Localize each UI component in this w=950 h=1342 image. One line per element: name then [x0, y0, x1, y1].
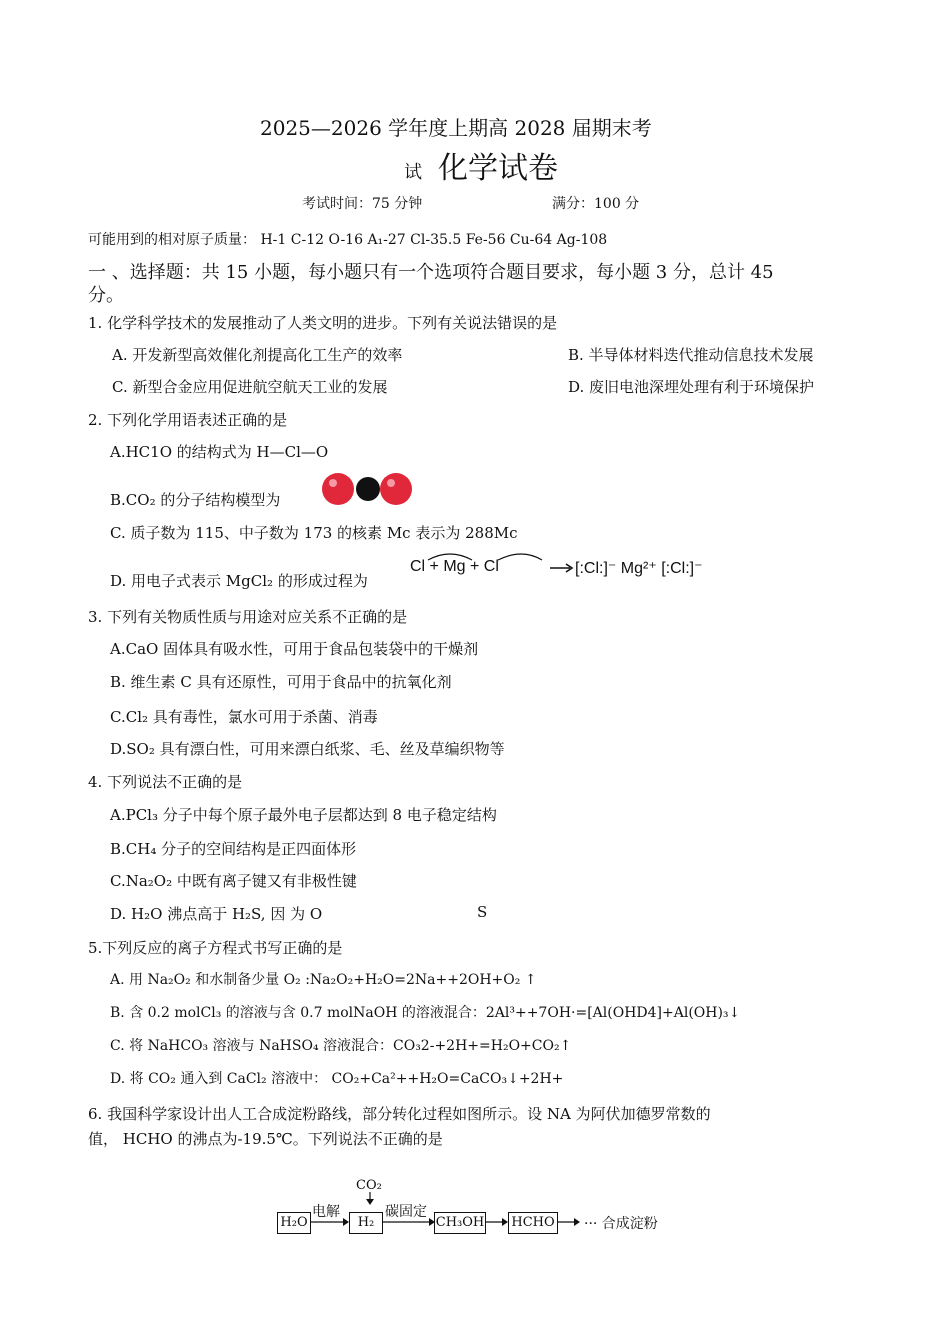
- q2-option-d: D. 用电子式表示 MgCl₂ 的形成过程为: [110, 572, 368, 590]
- q6-stem-cont: 值， HCHO 的沸点为-19.5℃。下列说法不正确的是: [88, 1130, 443, 1148]
- q1-option-c: C. 新型合金应用促进航空航天工业的发展: [112, 378, 388, 396]
- flow-box-water: H₂O: [277, 1212, 311, 1234]
- q6-stem: 6. 我国科学家设计出人工合成淀粉路线，部分转化过程如图所示。设 NA 为阿伏加德罗常数的: [88, 1105, 711, 1123]
- q5-stem: 5.下列反应的离子方程式书写正确的是: [88, 939, 343, 957]
- flow-arrow-1-icon: [309, 1216, 351, 1228]
- q4-option-a: A.PCl₃ 分子中每个原子最外电子层都达到 8 电子稳定结构: [110, 806, 497, 824]
- exam-time: 考试时间：75 分钟: [302, 196, 423, 212]
- q4-option-d: D. H₂O 沸点高于 H₂S, 因 为 O: [110, 905, 323, 923]
- q1-option-a: A. 开发新型高效催化剂提高化工生产的效率: [112, 346, 403, 364]
- full-score: 满分：100 分: [552, 196, 640, 212]
- flow-co2-input: CO₂: [356, 1178, 382, 1193]
- mgcl2-electron-formula-right: [:Cl:]⁻ Mg²⁺ [:Cl:]⁻: [575, 560, 703, 577]
- mgcl2-electron-formula-left: Cl + Mg + Cl: [410, 558, 499, 575]
- q2-stem: 2. 下列化学用语表述正确的是: [88, 411, 288, 429]
- flow-label-electrolysis: 电解: [312, 1204, 340, 1220]
- flow-tail-starch: ··· 合成淀粉: [584, 1216, 658, 1232]
- atomic-masses: 可能用到的相对原子质量： H-1 C-12 O-16 A₁-27 Cl-35.5 Fe-56 Cu-64 Ag-108: [88, 232, 608, 248]
- q4-option-d-tail: S: [477, 903, 488, 921]
- q5-option-b: B. 含 0.2 molCl₃ 的溶液与含 0.7 molNaOH 的溶液混合：2Al³++7OH·=[Al(OHD4]+Al(OH)₃↓: [110, 1005, 741, 1021]
- q4-option-c: C.Na₂O₂ 中既有离子键又有非极性键: [110, 872, 357, 890]
- q3-option-a: A.CaO 固体具有吸水性，可用于食品包装袋中的干燥剂: [110, 640, 479, 658]
- q2-option-b: B.CO₂ 的分子结构模型为: [110, 491, 281, 509]
- q3-option-d: D.SO₂ 具有漂白性，可用来漂白纸浆、毛、丝及草编织物等: [110, 740, 505, 758]
- q2-option-a: A.HC1O 的结构式为 H—Cl—O: [110, 443, 329, 461]
- q3-option-c: C.Cl₂ 具有毒性，氯水可用于杀菌、消毒: [110, 708, 378, 726]
- co2-ball-model-image: [316, 470, 416, 508]
- q3-option-b: B. 维生素 C 具有还原性，可用于食品中的抗氧化剂: [110, 673, 452, 691]
- q3-stem: 3. 下列有关物质性质与用途对应关系不正确的是: [88, 608, 408, 626]
- q5-option-c: C. 将 NaHCO₃ 溶液与 NaHSO₄ 溶液混合：CO₃2-+2H+=H₂O+CO₂↑: [110, 1038, 572, 1054]
- flow-box-formaldehyde: HCHO: [508, 1212, 558, 1234]
- q4-option-b: B.CH₄ 分子的空间结构是正四面体形: [110, 840, 357, 858]
- flow-box-hydrogen: H₂: [349, 1212, 383, 1234]
- exam-title-line1: 2025—2026 学年度上期高 2028 届期末考: [260, 116, 652, 140]
- oxygen-atom-left: [322, 473, 354, 505]
- q5-option-a: A. 用 Na₂O₂ 和水制备少量 O₂ :Na₂O₂+H₂O=2Na++2OH+O₂ ↑: [110, 972, 537, 988]
- flow-co2-arrow-icon: [364, 1192, 376, 1206]
- section-heading: 一 、选择题：共 15 小题，每小题只有一个选项符合题目要求，每小题 3 分，总计 45: [88, 262, 774, 283]
- q1-option-b: B. 半导体材料迭代推动信息技术发展: [568, 346, 814, 364]
- q1-stem: 1. 化学科学技术的发展推动了人类文明的进步。下列有关说法错误的是: [88, 314, 558, 332]
- q2-option-c: C. 质子数为 115、中子数为 173 的核素 Mc 表示为 288Mc: [110, 524, 518, 542]
- q1-option-d: D. 废旧电池深埋处理有利于环境保护: [568, 378, 815, 396]
- flow-box-methanol: CH₃OH: [434, 1212, 486, 1234]
- q4-stem: 4. 下列说法不正确的是: [88, 773, 243, 791]
- flow-arrow-3-icon: [484, 1216, 510, 1228]
- flow-arrow-4-icon: [556, 1216, 582, 1228]
- exam-subject-title: 化学试卷: [438, 151, 558, 186]
- q5-option-d: D. 将 CO₂ 通入到 CaCl₂ 溶液中： CO₂+Ca²++H₂O=CaCO₃↓+2H+: [110, 1071, 564, 1087]
- exam-title-fragment: 试: [404, 162, 422, 183]
- section-heading-cont: 分。: [88, 285, 124, 306]
- oxygen-atom-right: [380, 473, 412, 505]
- flow-label-carbon-fixation: 碳固定: [385, 1204, 427, 1220]
- carbon-atom: [356, 477, 380, 501]
